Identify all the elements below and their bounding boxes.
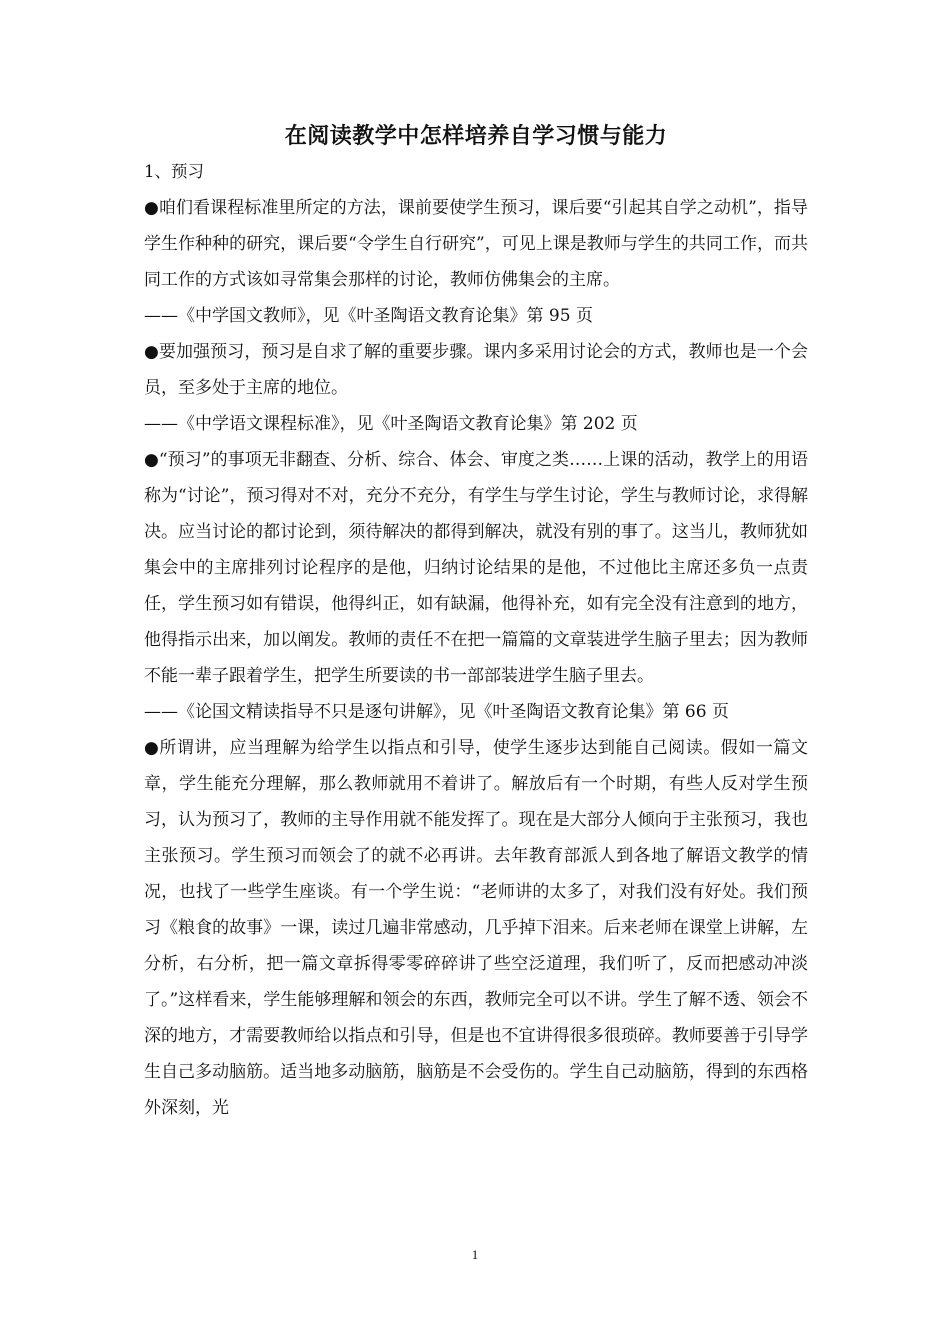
page-number: 1 (471, 1247, 479, 1262)
source-citation-3: ——《论国文精读指导不只是逐句讲解》，见《叶圣陶语文教育论集》第 66 页 (144, 702, 729, 722)
section-heading: 1、预习 (144, 162, 204, 181)
paragraph-2: ●要加强预习，预习是自求了解的重要步骤。课内多采用讨论会的方式，教师也是一个会员，至多处于主席的地位。 (144, 342, 808, 398)
source-citation-2: ——《中学语文课程标准》，见《叶圣陶语文教育论集》第 202 页 (144, 414, 638, 434)
document-title: 在阅读教学中怎样培养自学习惯与能力 (284, 123, 668, 149)
paragraph-3: ●“预习”的事项无非翻查、分析、综合、体会、审度之类……上课的活动，教学上的用语称为“讨论”，预习得对不对，充分不充分，有学生与学生讨论，学生与教师讨论，求得解决。应当讨论的都讨论到，须待解决的都得到解决，就没有别的事了。这当儿，教师犹如集会中的主席排列讨论程序的是他，归纳讨论结果的是他，不过他比主席还多负一点责任，学生预习如有错误，他得纠正，如有缺漏，他得补充，如有完全没有注意到的地方，他得指示出来，加以阐发。教师的责任不在把一篇篇的文章装进学生脑子里去；因为教师不能一辈子跟着学生，把学生所要读的书一部部装进学生脑子里去。 (144, 450, 808, 686)
source-citation-1: ——《中学国文教师》，见《叶圣陶语文教育论集》第 95 页 (144, 306, 593, 326)
paragraph-1: ●咱们看课程标准里所定的方法，课前要使学生预习，课后要“引起其自学之动机”，指导学生作种种的研究，课后要“令学生自行研究”，可见上课是教师与学生的共同工作，而共同工作的方式该如寻常集会那样的讨论，教师仿佛集会的主席。 (144, 198, 808, 290)
paragraph-4: ●所谓讲，应当理解为给学生以指点和引导，使学生逐步达到能自己阅读。假如一篇文章，学生能充分理解，那么教师就用不着讲了。解放后有一个时期，有些人反对学生预习，认为预习了，教师的主导作用就不能发挥了。现在是大部分人倾向于主张预习，我也主张预习。学生预习而领会了的就不必再讲。去年教育部派人到各地了解语文教学的情况，也找了一些学生座谈。有一个学生说：“老师讲的太多了，对我们没有好处。我们预习《粮食的故事》一课，读过几遍非常感动，几乎掉下泪来。后来老师在课堂上讲解，左分析，右分析，把一篇文章拆得零零碎碎讲了些空泛道理，我们听了，反而把感动冲淡了。”这样看来，学生能够理解和领会的东西，教师完全可以不讲。学生了解不透、领会不深的地方，才需要教师给以指点和引导，但是也不宜讲得很多很琐碎。教师要善于引导学生自己多动脑筋。适当地多动脑筋，脑筋是不会受伤的。学生自己动脑筋，得到的东西格外深刻，光 (144, 738, 808, 1118)
document-page (144, 118, 808, 1126)
